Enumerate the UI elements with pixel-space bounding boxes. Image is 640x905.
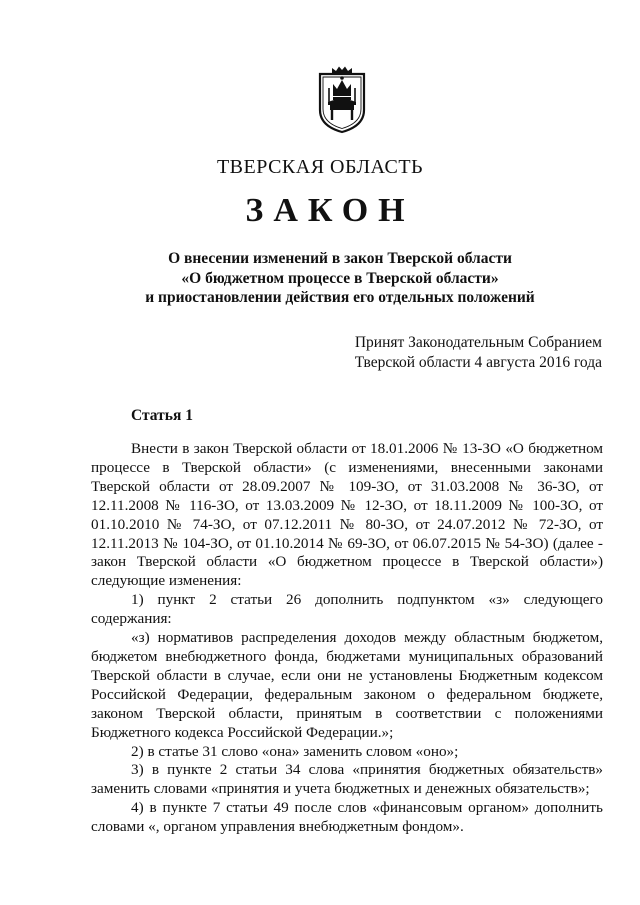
article-paragraph: 4) в пункте 7 статьи 49 после слов «финансовым органом» дополнить словами «, органом управления внебюджетным фондом».	[91, 799, 603, 836]
adoption-note	[330, 333, 602, 373]
article-paragraph: Внести в закон Тверской области от 18.01.2006 № 13-ЗО «О бюджетном процессе в Тверской области» (с изменениями, внесенными законами Тверской области от 28.09.2007 № 109-ЗО, от 31.03.2008 № 36-ЗО, от 12.11.2008 № 116-ЗО, от 13.03.2009 № 12-ЗО, от 18.11.2009 № 100-ЗО, от 01.10.2010 № 74-ЗО, от 07.12.2011 № 80-ЗО, от 24.07.2012 № 72-ЗО, от 12.11.2013 № 104-ЗО, от 01.10.2014 № 69-ЗО, от 06.07.2015 № 54-ЗО) (далее - закон Тверской области «О бюджетном процессе в Тверской области») следующие изменения:	[91, 440, 603, 590]
article-paragraph: 3) в пункте 2 статьи 34 слова «принятия бюджетных обязательств» заменить словами «принятия и учета бюджетных и денежных обязательств»;	[91, 761, 603, 798]
article-paragraph: «з) нормативов распределения доходов между областным бюджетом, бюджетом внебюджетного фонда, бюджетами муниципальных образований Тверской области в случае, если они не установлены Бюджетным кодексом Российской Федерации, федеральным законом о федеральном бюджете, законом Тверской области, принятым в соответствии с положениями Бюджетного кодекса Российской Федерации.»;	[91, 629, 603, 741]
document-type-heading: ЗАКОН	[245, 192, 415, 229]
article-paragraph: 2) в статье 31 слово «она» заменить словом «оно»;	[131, 742, 459, 760]
adoption-line: Принят Законодательным Собранием	[354, 334, 602, 351]
article-heading: Статья 1	[131, 407, 193, 424]
region-name: ТВЕРСКАЯ ОБЛАСТЬ	[216, 156, 424, 178]
subject-line: «О бюджетном процессе в Тверской области»	[181, 269, 499, 287]
subject-line: О внесении изменений в закон Тверской области	[168, 250, 512, 267]
coat-of-arms-icon	[318, 66, 366, 134]
article-paragraph: 1) пункт 2 статьи 26 дополнить подпунктом «з» следующего содержания:	[91, 591, 603, 628]
article-body	[91, 440, 603, 837]
subject-line: и приостановлении действия его отдельных положений	[145, 289, 535, 306]
law-subject-title	[100, 249, 580, 308]
adoption-line: Тверской области 4 августа 2016 года	[354, 354, 602, 371]
